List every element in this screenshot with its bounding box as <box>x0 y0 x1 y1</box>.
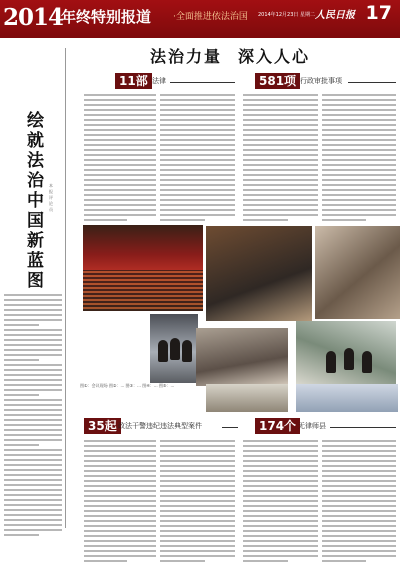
series-title: 年终特别报道 <box>61 8 152 26</box>
main-headline-left: 法治力量 <box>150 47 223 66</box>
date-line: 2014年12月23日 星期二 <box>257 12 315 18</box>
photo-consultation <box>196 328 288 386</box>
photo-official-reading <box>206 226 312 321</box>
photo-meeting <box>315 226 400 319</box>
section3-column2 <box>160 440 235 565</box>
main-headline-right: 深入人心 <box>238 47 311 66</box>
section-badge-approvals: 581项 <box>255 73 300 89</box>
section4-column2 <box>322 440 396 565</box>
section2-column1 <box>243 94 318 224</box>
section-rule <box>222 427 238 428</box>
photo-landscape <box>296 384 398 412</box>
section-rule <box>170 82 235 83</box>
section4-column1 <box>243 440 318 565</box>
main-headline <box>150 44 326 67</box>
column-divider <box>65 48 66 528</box>
page-number: 17 <box>365 2 392 24</box>
section-badge-counties: 174个 <box>255 418 300 434</box>
page-header <box>0 0 400 38</box>
newspaper-name: 人民日报 <box>315 10 355 21</box>
vertical-headline: 绘就法治中国新蓝图 <box>27 111 44 291</box>
section-rule <box>348 82 396 83</box>
section-badge-laws: 11部 <box>115 73 152 89</box>
section-tag-cases: 政法干警违纪违法典型案件 <box>118 422 202 430</box>
section-tag-counties: 无律师县 <box>298 422 326 430</box>
photo-congress-session <box>83 225 203 311</box>
photo-officials-standing <box>150 314 198 383</box>
section-tag-approvals: 行政审批事项 <box>300 77 342 85</box>
section-tag-laws: 法律 <box>152 77 166 85</box>
left-column-body <box>4 294 62 539</box>
section3-column1 <box>84 440 156 565</box>
header-year: 2014 <box>3 4 64 31</box>
photo-caption: 图①：会议现场 图②：... 图③：... 图④：... 图⑤：... <box>80 383 175 388</box>
byline: 本报评论员 <box>49 183 53 212</box>
section-rule <box>330 427 396 428</box>
section2-column2 <box>322 94 396 224</box>
photo-road <box>206 384 288 412</box>
section1-column2 <box>160 94 235 224</box>
section-badge-cases: 35起 <box>84 418 121 434</box>
photo-outdoor-walkers <box>296 321 396 390</box>
series-subtitle: ·全面推进依法治国 <box>173 12 248 22</box>
section1-column1 <box>84 94 156 224</box>
